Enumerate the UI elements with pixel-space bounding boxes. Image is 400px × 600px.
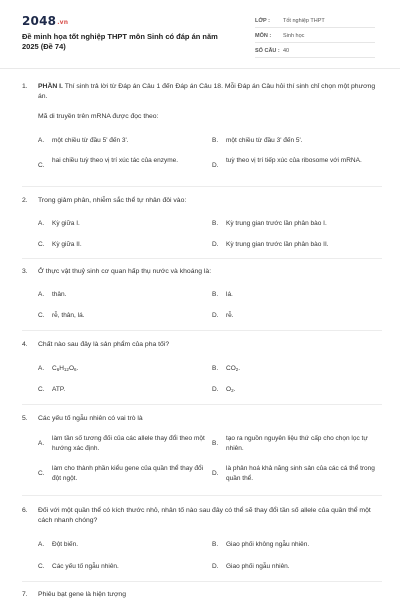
- site-logo[interactable]: [22, 14, 68, 28]
- meta-value: 40: [283, 48, 290, 54]
- question-text: Các yếu tố ngẫu nhiên có vai trò là: [38, 415, 143, 422]
- option-text: Kỳ trung gian trước lần phân bào I.: [226, 220, 327, 227]
- option-text: làm tần số tương đối của các allele thay đổi theo một hướng xác định.: [52, 435, 205, 452]
- meta-label: LỚP :: [255, 18, 270, 24]
- option-letter: A.: [38, 137, 45, 144]
- option-letter: B.: [212, 291, 219, 298]
- formula-o2: $O_2$.: [226, 386, 236, 393]
- header-divider: [0, 68, 400, 69]
- meta-question-count: [255, 44, 375, 58]
- option-text: Kỳ trung gian trước lần phân bào II.: [226, 241, 329, 248]
- question-text: Phiêu bạt gene là hiện tượng: [38, 591, 126, 598]
- question-number: 2.: [22, 197, 28, 204]
- question-number: 3.: [22, 268, 28, 275]
- option-letter: C.: [38, 470, 45, 477]
- option-letter: C.: [38, 386, 45, 393]
- meta-value: Sinh học: [283, 33, 305, 39]
- option-letter: A.: [38, 220, 45, 227]
- meta-subject: [255, 29, 375, 43]
- option-text: Kỳ giữa II.: [52, 241, 82, 248]
- option-text: hai chiều tuỳ theo vị trí xúc tác của enzyme.: [52, 157, 179, 164]
- option-text: tạo ra nguồn nguyên liệu thứ cấp cho chọn lọc tự nhiên.: [226, 435, 368, 452]
- question-number: 4.: [22, 341, 28, 348]
- question-separator: [22, 258, 382, 259]
- question-text: Thí sinh trả lời từ Đáp án Câu 1 đến Đáp án Câu 18. Mỗi Đáp án Câu hỏi thí sinh chỉ chọn một phương án.: [38, 83, 376, 100]
- question-number: 6.: [22, 507, 28, 514]
- option-letter: D.: [212, 470, 219, 477]
- option-letter: A.: [38, 365, 45, 372]
- question-text: Chất nào sau đây là sản phẩm của pha tối?: [38, 341, 170, 348]
- question-separator: [22, 404, 382, 405]
- option-letter: A.: [38, 541, 45, 548]
- formula-co2: $CO_2$.: [226, 365, 241, 372]
- option-letter: A.: [38, 440, 45, 447]
- formula-glucose: $C_6H_{12}O_6$.: [52, 365, 79, 372]
- option-text: lá.: [226, 291, 233, 298]
- option-text: Đột biến.: [52, 541, 79, 548]
- option-text: là phân hoá khả năng sinh sản của các cá thể trong quần thể.: [226, 465, 375, 482]
- question-number: 7.: [22, 591, 28, 598]
- question-number: 5.: [22, 415, 28, 422]
- option-letter: D.: [212, 241, 219, 248]
- question-text: Đối với một quần thể có kích thước nhỏ, nhân tố nào sau đây có thể sẽ thay đổi tần số allele của quần thể một cách nhanh chóng?: [38, 507, 371, 524]
- option-text: rễ, thân, lá.: [52, 312, 85, 319]
- option-letter: D.: [212, 162, 219, 169]
- question-number: 1.: [22, 83, 28, 90]
- part-label: PHẦN I.: [38, 83, 63, 90]
- option-text: rễ.: [226, 312, 234, 319]
- meta-class: [255, 14, 375, 28]
- question-subtext: Mã di truyền trên mRNA được đọc theo:: [38, 113, 159, 120]
- option-letter: D.: [212, 312, 219, 319]
- option-text: làm cho thành phần kiểu gene của quần thể thay đổi đột ngột.: [52, 465, 204, 482]
- document-header: [0, 0, 400, 70]
- option-letter: B.: [212, 220, 219, 227]
- option-letter: B.: [212, 440, 219, 447]
- option-letter: C.: [38, 162, 45, 169]
- option-letter: B.: [212, 365, 219, 372]
- question-text: Trong giảm phân, nhiễm sắc thể tự nhân đôi vào:: [38, 197, 187, 204]
- option-text: một chiều từ đầu 5' đến 3'.: [52, 137, 129, 144]
- question-separator: [22, 330, 382, 331]
- question-separator: [22, 186, 382, 187]
- option-text: Giao phối không ngẫu nhiên.: [226, 541, 310, 548]
- meta-label: SỐ CÂU :: [255, 48, 280, 54]
- question-separator: [22, 495, 382, 496]
- question-text: Ở thực vật thuỷ sinh cơ quan hấp thụ nước và khoáng là:: [38, 268, 212, 275]
- logo-suffix: .vn: [57, 19, 69, 26]
- option-letter: C.: [38, 241, 45, 248]
- meta-value: Tốt nghiệp THPT: [283, 18, 325, 24]
- option-letter: A.: [38, 291, 45, 298]
- question-stem: [38, 82, 378, 102]
- option-letter: D.: [212, 386, 219, 393]
- option-letter: D.: [212, 563, 219, 570]
- option-letter: B.: [212, 137, 219, 144]
- option-text: Kỳ giữa I.: [52, 220, 80, 227]
- option-text: Giao phối ngẫu nhiên.: [226, 563, 290, 570]
- option-letter: B.: [212, 541, 219, 548]
- option-text: ATP.: [52, 386, 66, 393]
- option-text: Các yếu tố ngẫu nhiên.: [52, 563, 119, 570]
- document-title: Đề minh họa tốt nghiệp THPT môn Sinh có đáp án năm 2025 (Đề 74): [22, 32, 218, 51]
- question-separator: [22, 581, 382, 582]
- option-text: một chiều từ đầu 3' đến 5'.: [226, 137, 303, 144]
- option-letter: C.: [38, 312, 45, 319]
- logo-text: 2048: [22, 14, 57, 28]
- meta-label: MÔN :: [255, 33, 272, 39]
- option-text: tuỳ theo vị trí tiếp xúc của ribosome với mRNA.: [226, 157, 362, 164]
- option-text: thân.: [52, 291, 67, 298]
- option-letter: C.: [38, 563, 45, 570]
